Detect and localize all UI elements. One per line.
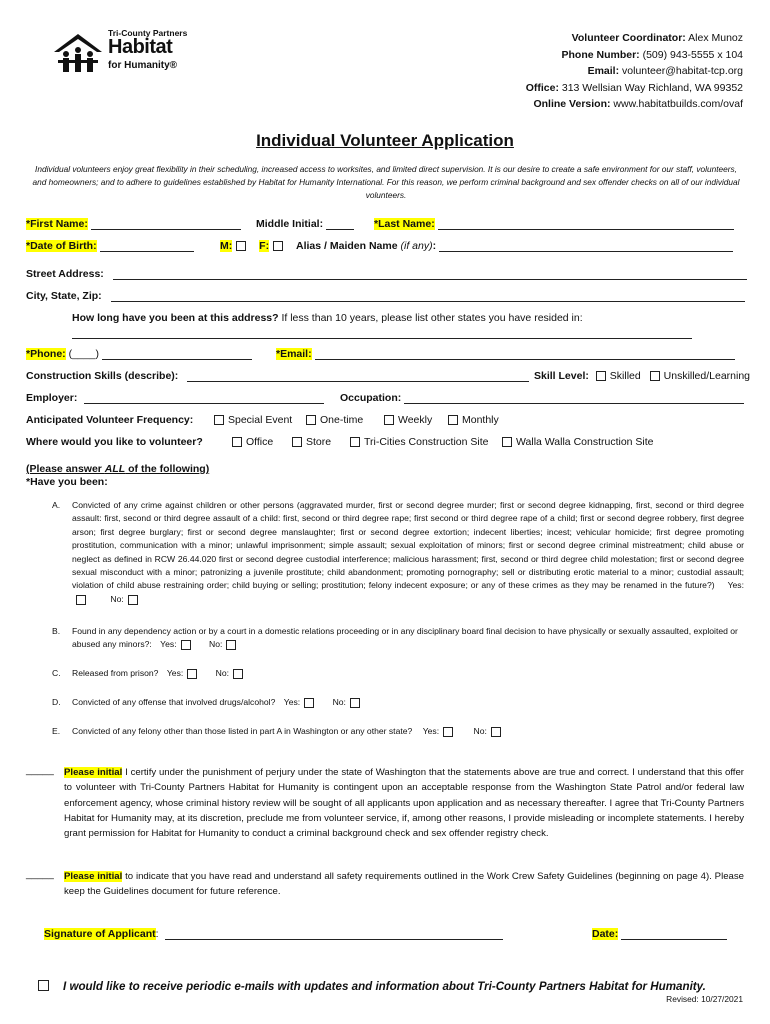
question-b-no-label: No: [208,639,223,650]
street-field[interactable] [113,279,747,280]
how-long-label: How long have you been at this address? [72,312,279,324]
question-d-letter: D. [52,697,61,707]
contact-email[interactable]: volunteer@habitat-tcp.org [622,65,743,77]
question-c [72,667,247,680]
frequency-label: Anticipated Volunteer Frequency: [26,414,194,426]
f-label: F: [259,240,270,252]
logo [52,28,192,78]
certify-text-1: I certify under the punishment of perjury under the state of Washington that the statements above are true and correct. I understand that this offer to volunteer with Tri-County Partners Habitat for Humanity is contingent upon an acceptable response from the Washington State Patrol and/or federal law enforcement agency, whose criminal history review will be sought of all applicants upon application and as necessary thereafter. I agree that Tri-County Partners Habitat for Humanity may, at its discretion, preclude me from volunteer service, if, among other reasons, I provide misleading or incomplete statements. I hereby grant permission for Habitat for Humanity to conduct a criminal background check and sex offender registry check. [64,767,745,840]
question-a-no-checkbox[interactable] [128,595,138,605]
m-label: M: [220,240,233,252]
middle-initial-field[interactable] [326,229,354,230]
question-b-yes-label: Yes: [160,639,177,650]
question-b-no-checkbox[interactable] [226,640,236,650]
skilled-label: Skilled [609,370,641,382]
question-e-no-checkbox[interactable] [491,727,501,737]
coordinator-label: Volunteer Coordinator: [571,32,686,44]
where-tricities-label: Tri-Cities Construction Site [364,436,489,448]
coordinator: Alex Munoz [688,32,743,44]
last-name-field[interactable] [438,229,734,230]
logo-line2: Habitat [108,36,173,58]
phone-label: Phone Number: [561,48,640,61]
question-a-yes-label: Yes: [727,580,744,591]
skills-field[interactable] [187,381,529,382]
question-d [72,696,364,709]
email-optin [38,977,706,995]
question-b-letter: B. [52,626,61,636]
habitat-house-icon [52,30,104,76]
signature-colon: : [155,928,159,940]
instr-a: (Please answer [26,463,105,475]
certify-initial-label: Please initial [64,767,123,778]
question-b [72,625,744,652]
occupation-field[interactable] [404,403,744,404]
freq-monthly-label: Monthly [462,414,499,426]
date-label: Date: [592,928,619,940]
question-d-no-checkbox[interactable] [350,698,360,708]
instr-all: ALL [104,463,126,475]
certify-initial-blank[interactable]: _____ [26,765,54,776]
m-checkbox[interactable] [236,241,246,251]
freq-onetime-label: One-time [320,414,364,426]
have-you-label: *Have you been: [26,476,108,488]
signature-field[interactable] [165,939,503,940]
question-e-text: Convicted of any felony other than those listed in part A in Washington or any other state? [72,726,413,736]
question-c-no-checkbox[interactable] [233,669,243,679]
skill-level-label: Skill Level: [534,370,589,382]
question-d-yes-checkbox[interactable] [304,698,314,708]
last-name-label: *Last Name: [374,218,435,230]
office: 313 Wellsian Way Richland, WA 99352 [561,81,743,94]
question-a-no-label: No: [110,593,124,604]
question-c-no-label: No: [215,668,230,678]
email-label: Email: [587,65,620,77]
dob-label: *Date of Birth: [26,240,97,252]
certify-text [64,765,744,841]
date-field[interactable] [621,939,727,940]
email-field[interactable] [315,359,735,360]
alias-label: Alias / Maiden Name [296,240,398,252]
where-wallawalla-checkbox[interactable] [502,437,512,447]
email-optin-checkbox[interactable] [38,980,49,991]
occupation-label: Occupation: [340,392,402,404]
question-a-letter: A. [52,500,61,510]
question-c-yes-checkbox[interactable] [187,669,197,679]
question-e-no-label: No: [473,726,487,736]
where-wallawalla-label: Walla Walla Construction Site [516,436,654,448]
office-label: Office: [525,81,559,94]
city-label: City, State, Zip: [26,290,102,302]
question-c-yes-label: Yes: [166,668,184,678]
freq-weekly-checkbox[interactable] [384,415,394,425]
instr-b: of the following) [125,463,210,475]
question-a-yes-checkbox[interactable] [76,595,86,605]
question-d-text: Convicted of any offense that involved drugs/alcohol? [72,697,276,707]
logo-line1: Tri-County Partners [108,28,188,38]
street-label: Street Address: [26,268,104,280]
where-label: Where would you like to volunteer? [26,436,203,448]
how-long-note: If less than 10 years, please list other states you have resided in: [281,312,583,324]
email-label-field: *Email: [276,348,312,360]
phone-area[interactable]: (____) [68,348,99,360]
online-link[interactable]: www.habitatbuilds.com/ovaf [613,98,743,110]
skills-label: Construction Skills (describe): [26,370,179,382]
online-label: Online Version: [533,98,611,110]
where-store-checkbox[interactable] [292,437,302,447]
question-b-text: Found in any dependency action or by a court in a domestic relations proceeding or in any disciplinary board final decision to have physically or sexually assaulted, exploited or abused any minors?: [72,626,738,650]
question-d-yes-label: Yes: [283,697,301,707]
freq-onetime-checkbox[interactable] [306,415,316,425]
alias-note: (if any) [400,240,433,252]
logo-line3: for Humanity® [108,60,178,71]
first-name-field[interactable] [91,229,241,230]
unskilled-checkbox[interactable] [650,371,660,381]
phone: (509) 943-5555 x 104 [642,48,743,61]
safety-text [64,869,744,900]
f-checkbox[interactable] [273,241,283,251]
dob-field[interactable] [100,251,194,252]
question-e [72,725,505,738]
question-e-letter: E. [52,726,61,736]
middle-initial-label: Middle Initial: [256,218,324,230]
question-c-text: Released from prison? [72,668,159,678]
city-field[interactable] [111,301,745,302]
question-c-letter: C. [52,668,61,678]
first-name-label: *First Name: [26,218,88,230]
employer-label: Employer: [26,392,78,404]
email-optin-label: I would like to receive periodic e-mails with updates and information about Tri-County Partners Habitat for Humanity. [63,980,706,993]
question-a [72,499,744,606]
other-states-field[interactable] [72,338,692,339]
signature-label: Signature of Applicant [44,928,156,940]
safety-initial-label: Please initial [64,871,123,882]
question-a-text: Convicted of any crime against children or other persons (aggravated murder, first or second degree murder; first or second degree kidnapping, first, second or third degree assault: first, second or third degree assault of a child: first, second or third degree rape; first second or third degree rape of a child; first or second degree robbery, first degree arson; first degree burglary; first or second degree manslaughter; first or second degree extortion; indecent liberties; incest; vehicular homicide; first degree promoting prostitution, communication with a minor; unlawful imprisonment; simple assault; sexual exploitation of minors; first or second degree criminal mistreatment; child abuse or neglect as defined in RCW 26.44.020 first or second degree custodial interference; malicious harassment; first, second or third degree child molestation; first or second degree sexual misconduct with a minor; patronizing a juvenile prostitute; child abandonment; promoting pornography; sell or distributing erotic material to a minor; custodial assault; violation of child abuse restraining order; child buying or selling; prostitution; felony indecent exposure; or any of these crimes as they may be renamed in the future?) [72,500,744,591]
question-e-yes-checkbox[interactable] [443,727,453,737]
where-tricities-checkbox[interactable] [350,437,360,447]
revised-date: Revised: 10/27/2021 [666,994,743,1004]
unskilled-label: Unskilled/Learning [663,370,751,382]
skilled-checkbox[interactable] [596,371,606,381]
contact-block [526,30,743,113]
question-b-yes-checkbox[interactable] [181,640,191,650]
question-e-yes-label: Yes: [422,726,440,736]
alias-field[interactable] [439,251,733,252]
freq-monthly-checkbox[interactable] [448,415,458,425]
question-d-no-label: No: [332,697,346,707]
intro-text: Individual volunteers enjoy great flexibility in their scheduling, increased access to worksites, and limited direct supervision. It is our desire to create a safe environment for our staff, volunteers, and homeowners; and to adhere to guidelines established by Habitat for Humanity International. For this reason, we perform criminal background and sex offender checks on all of our individual volunteers. [32,164,740,200]
page-title: Individual Volunteer Application [256,131,514,150]
where-store-label: Store [306,436,332,448]
phone-label-field: *Phone: [26,348,66,360]
where-office-label: Office [246,436,274,448]
safety-initial-blank[interactable]: _____ [26,869,54,880]
phone-field[interactable] [102,359,252,360]
employer-field[interactable] [84,403,324,404]
where-office-checkbox[interactable] [232,437,242,447]
freq-special-label: Special Event [228,414,293,426]
freq-special-checkbox[interactable] [214,415,224,425]
certify-text-2: to indicate that you have read and understand all safety requirements outlined in the Work Crew Safety Guidelines (beginning on page 4). Please keep the Guidelines document for future reference. [64,871,745,898]
freq-weekly-label: Weekly [398,414,433,426]
